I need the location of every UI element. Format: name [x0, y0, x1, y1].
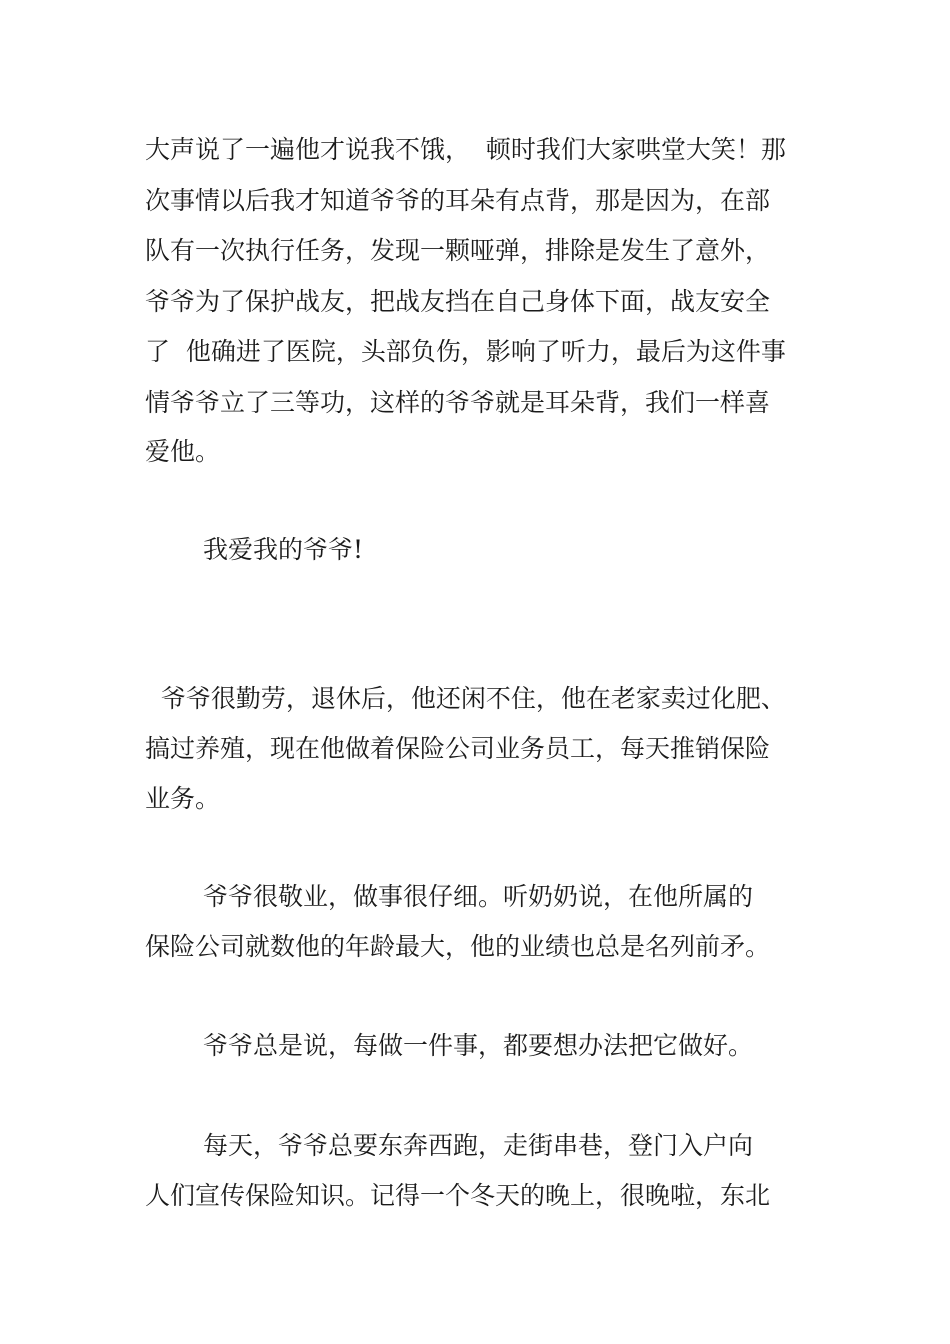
- text-line: 每天，爷爷总要东奔西跑，走街串巷，登门入户向: [145, 1131, 753, 1160]
- text-line: 搞过养殖，现在他做着保险公司业务员工，每天推销保险: [145, 734, 771, 763]
- text-line: 保险公司就数他的年龄最大，他的业绩也总是名列前矛。: [145, 932, 771, 961]
- text-line: 爷爷总是说，每做一件事，都要想办法把它做好。: [145, 1031, 753, 1060]
- text-line: 爱他。: [145, 437, 221, 466]
- text-line: 爷爷很勤劳，退休后，他还闲不住，他在老家卖过化肥、: [145, 684, 786, 713]
- text-line: 我爱我的爷爷!: [145, 535, 363, 564]
- text-line: 了 他确进了医院，头部负伤，影响了听力，最后为这件事: [145, 337, 786, 366]
- text-line: 人们宣传保险知识。记得一个冬天的晚上，很晚啦，东北: [145, 1181, 771, 1210]
- text-line: 队有一次执行任务，发现一颗哑弹，排除是发生了意外，: [145, 236, 771, 265]
- text-line: 业务。: [145, 784, 221, 813]
- text-line: 爷爷很敬业，做事很仔细。听奶奶说，在他所属的: [145, 882, 753, 911]
- text-line: 大声说了一遍他才说我不饿， 顿时我们大家哄堂大笑！那: [145, 135, 786, 164]
- text-line: 次事情以后我才知道爷爷的耳朵有点背，那是因为，在部: [145, 186, 771, 215]
- text-line: 情爷爷立了三等功，这样的爷爷就是耳朵背，我们一样喜: [145, 388, 771, 417]
- text-line: 爷爷为了保护战友，把战友挡在自己身体下面，战友安全: [145, 287, 771, 316]
